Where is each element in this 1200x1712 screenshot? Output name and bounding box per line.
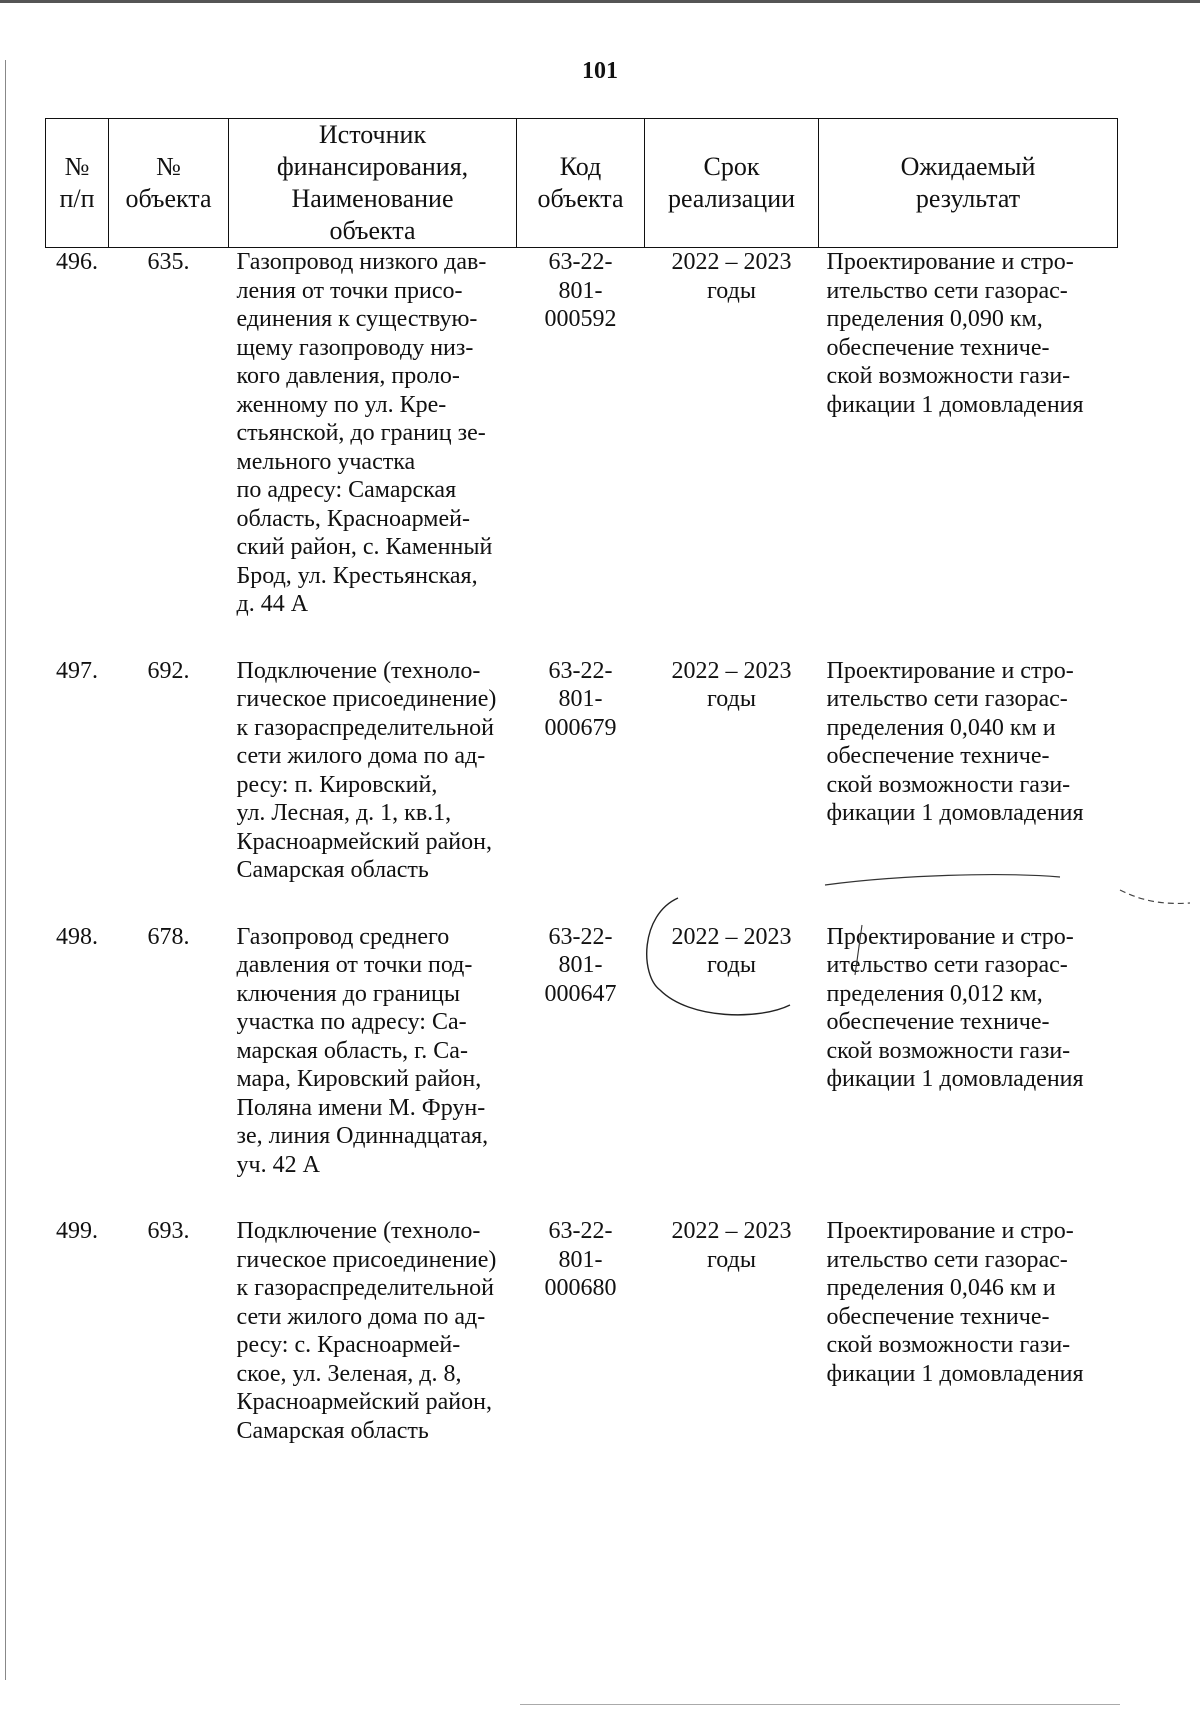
object-number-cell: 692. [147, 657, 190, 684]
cell-line: марская область, г. Са- [236, 1037, 468, 1064]
object-code-cell [517, 923, 645, 1218]
table-row [46, 1217, 1118, 1483]
object-number-cell: 635. [147, 249, 190, 275]
cell-line: Проектирование и стро- [826, 923, 1074, 950]
term-cell [645, 923, 819, 1218]
object-name-cell [229, 657, 517, 923]
cell-line: обеспечение техниче- [826, 743, 1050, 769]
object-name-cell [229, 1217, 517, 1483]
object-name-cell [229, 923, 517, 1218]
cell-line: щему газопроводу низ- [236, 334, 474, 361]
cell-line: 000647 [544, 980, 617, 1007]
cell-line: ское, ул. Зеленая, д. 8, [236, 1360, 462, 1387]
cell-line: 2022 – 2023 [671, 923, 792, 950]
cell-line: Газопровод среднего [236, 923, 450, 950]
cell-line: Газопровод низкого дав- [236, 249, 487, 275]
header-source-name: Источник финансирования, Наименование объекта [229, 119, 517, 248]
cell-line: 2022 – 2023 [671, 1218, 792, 1244]
cell-line: Самарская область [236, 1417, 429, 1444]
cell-line: 2022 – 2023 [671, 249, 792, 275]
top-border-line [0, 0, 1200, 3]
term-cell [645, 1217, 819, 1483]
row-number-cell: 498. [56, 923, 98, 950]
cell-line: сети жилого дома по ад- [236, 1303, 486, 1330]
cell-line: ключения до границы [236, 980, 460, 1007]
cell-line: ской возможности гази- [826, 1332, 1071, 1358]
term-cell [645, 248, 819, 657]
cell-line: пределения 0,012 км, [826, 980, 1043, 1007]
cell-line: ресу: с. Красноармей- [236, 1332, 461, 1358]
cell-line: ский район, с. Каменный [236, 534, 493, 560]
cell-line: ительство сети газорас- [826, 277, 1068, 304]
cell-line: 63-22- [548, 1218, 613, 1244]
cell-line: гическое присоединение) [236, 686, 497, 712]
page-number: 101 [582, 58, 618, 84]
table-row [46, 657, 1118, 923]
header-expected-result: Ожидаемый результат [819, 119, 1118, 248]
object-number-cell: 678. [147, 923, 190, 950]
object-name-cell [229, 248, 517, 657]
header-term: Срок реализации [645, 119, 819, 248]
cell-line: к газораспределительной [236, 714, 494, 741]
cell-line: 000592 [544, 306, 617, 332]
object-code-cell [517, 248, 645, 657]
cell-line: обеспечение техниче- [826, 1303, 1050, 1330]
cell-line: фикации 1 домовладения [826, 391, 1084, 418]
cell-line: ской возможности гази- [826, 1037, 1071, 1064]
row-number-cell: 496. [56, 249, 98, 275]
cell-line: 000679 [544, 714, 617, 741]
cell-line: годы [707, 1246, 756, 1273]
cell-line: фикации 1 домовладения [826, 1066, 1084, 1092]
table-header-row [46, 119, 1118, 248]
cell-line: 801- [558, 277, 603, 304]
object-number-cell: 693. [147, 1218, 190, 1244]
cell-line: Проектирование и стро- [826, 1218, 1074, 1244]
cell-line: ской возможности гази- [826, 771, 1071, 798]
table-row [46, 248, 1118, 657]
cell-line: д. 44 А [236, 591, 309, 617]
term-cell [645, 657, 819, 923]
object-code-cell [517, 1217, 645, 1483]
cell-line: пределения 0,046 км и [826, 1275, 1056, 1301]
cell-line: Красноармейский район, [236, 828, 492, 855]
cell-line: годы [707, 686, 756, 712]
cell-line: 801- [558, 952, 603, 978]
table-row [46, 923, 1118, 1218]
cell-line: Брод, ул. Крестьянская, [236, 562, 478, 589]
cell-line: Самарская область [236, 857, 429, 883]
table-body [46, 248, 1118, 1484]
cell-line: гическое присоединение) [236, 1246, 497, 1273]
header-object-number: № объекта [109, 119, 229, 248]
row-number-cell: 499. [56, 1218, 98, 1244]
cell-line: женному по ул. Кре- [236, 391, 447, 418]
cell-line: Поляна имени М. Фрун- [236, 1094, 486, 1121]
cell-line: участка по адресу: Са- [236, 1009, 467, 1035]
cell-line: мара, Кировский район, [236, 1066, 482, 1092]
cell-line: мельного участка [236, 448, 416, 475]
cell-line: пределения 0,090 км, [826, 306, 1043, 332]
cell-line: к газораспределительной [236, 1275, 494, 1301]
cell-line: ительство сети газорас- [826, 1246, 1068, 1273]
cell-line: ления от точки присо- [236, 277, 463, 304]
left-scan-edge [5, 60, 6, 1680]
cell-line: годы [707, 277, 756, 304]
cell-line: сети жилого дома по ад- [236, 743, 486, 769]
cell-line: зе, линия Одиннадцатая, [236, 1123, 489, 1149]
cell-line: кого давления, проло- [236, 363, 460, 389]
cell-line: ресу: п. Кировский, [236, 771, 438, 798]
cell-line: фикации 1 домовладения [826, 1360, 1084, 1387]
header-object-code: Код объекта [517, 119, 645, 248]
bottom-scan-edge [520, 1704, 1120, 1705]
cell-line: уч. 42 А [236, 1151, 320, 1178]
cell-line: 000680 [544, 1275, 617, 1301]
object-code-cell [517, 657, 645, 923]
cell-line: ительство сети газорас- [826, 686, 1068, 712]
row-number-cell: 497. [56, 657, 98, 684]
projects-table [45, 118, 1118, 1483]
cell-line: ительство сети газорас- [826, 952, 1068, 978]
cell-line: 63-22- [548, 657, 613, 684]
cell-line: Подключение (техноло- [236, 1218, 481, 1244]
cell-line: 63-22- [548, 249, 613, 275]
cell-line: 63-22- [548, 923, 613, 950]
cell-line: 2022 – 2023 [671, 657, 792, 684]
cell-line: фикации 1 домовладения [826, 800, 1084, 826]
result-cell [819, 657, 1118, 923]
cell-line: Проектирование и стро- [826, 249, 1074, 275]
cell-line: область, Красноармей- [236, 505, 470, 532]
header-row-number: № п/п [46, 119, 109, 248]
cell-line: ской возможности гази- [826, 363, 1071, 389]
cell-line: ул. Лесная, д. 1, кв.1, [236, 800, 452, 826]
cell-line: Проектирование и стро- [826, 657, 1074, 684]
cell-line: по адресу: Самарская [236, 477, 457, 503]
cell-line: Подключение (техноло- [236, 657, 481, 684]
cell-line: годы [707, 952, 756, 978]
result-cell [819, 923, 1118, 1218]
cell-line: стьянской, до границ зе- [236, 420, 486, 446]
cell-line: обеспечение техниче- [826, 334, 1050, 361]
cell-line: единения к существую- [236, 306, 478, 332]
cell-line: 801- [558, 686, 603, 712]
cell-line: Красноармейский район, [236, 1389, 492, 1415]
result-cell [819, 248, 1118, 657]
cell-line: давления от точки под- [236, 952, 473, 978]
result-cell [819, 1217, 1118, 1483]
cell-line: пределения 0,040 км и [826, 714, 1056, 741]
cell-line: обеспечение техниче- [826, 1009, 1050, 1035]
cell-line: 801- [558, 1246, 603, 1273]
